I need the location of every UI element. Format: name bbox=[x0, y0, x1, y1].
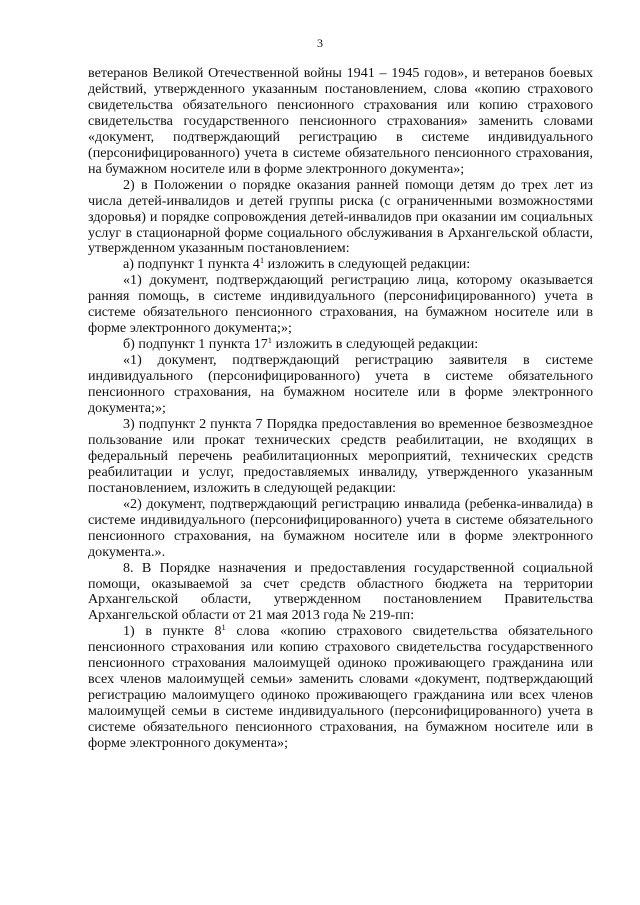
paragraph-5-text-end: изложить в следующей редакции: bbox=[272, 336, 479, 353]
paragraph-9: 8. В Порядке назначения и предоставления государственной социальной помощи, оказываемой за счет средств областного бюджета на территории Архангельской области, утвержденном постановлением Правительства Архангельской области от 21 мая 2013 года № 219-пп: bbox=[88, 559, 593, 624]
paragraph-10-text-end: слова «копию страхового свидетельства обязательного пенсионного страхования или копию страхового свидетельства государственного пенсионного страхования малоимущей одиноко проживающего гражданина или всех членов малоимущей семьи» заменить словами «документ, подтверждающий регистрацию малоимущего одиноко проживающего гражданина или всех членов малоимущей семьи в системе индивидуального (персонифицированного) учета в системе обязательного пенсионного страхования, на бумажном носителе или в форме электронного документа»; bbox=[88, 623, 593, 752]
paragraph-4: «1) документ, подтверждающий регистрацию лица, которому оказывается ранняя помощь, в системе индивидуального (персонифицированного) учета в системе обязательного пенсионного страхования, на бумажном носителе или в форме электронного документа;»; bbox=[88, 272, 593, 337]
paragraph-3-text: а) подпункт 1 пункта 4 bbox=[123, 256, 260, 273]
paragraph-5-text: б) подпункт 1 пункта 17 bbox=[123, 336, 268, 353]
paragraph-10-superscript: 1 bbox=[221, 622, 226, 633]
paragraph-10-text: 1) в пункте 8 bbox=[123, 623, 222, 640]
paragraph-3-superscript: 1 bbox=[259, 255, 265, 266]
paragraph-7: 3) подпункт 2 пункта 7 Порядка предоставления во временное безвозмездное пользование или прокат технических средств реабилитации, не входящих в федеральный перечень реабилитационных мероприятий, технических средств реабилитации и услуг, предоставляемых инвалиду, утвержденного указанным постановлением, изложить в следующей редакции: bbox=[88, 415, 593, 496]
paragraph-6: «1) документ, подтверждающий регистрацию заявителя в системе индивидуального (персонифицированного) учета в системе обязательного пенсионного страхования, на бумажном носителе или в форме электронного документа;»; bbox=[88, 352, 593, 417]
paragraph-10 bbox=[88, 624, 593, 752]
paragraph-3-text-end: изложить в следующей редакции: bbox=[264, 256, 471, 273]
page-number: 3 bbox=[317, 36, 323, 50]
paragraph-5-superscript: 1 bbox=[267, 335, 273, 346]
body-text bbox=[88, 66, 593, 752]
paragraph-5 bbox=[88, 337, 593, 353]
paragraph-1: ветеранов Великой Отечественной войны 1941 – 1945 годов», и ветеранов боевых действий, утвержденного указанным постановлением, слова «копию страхового свидетельства обязательного пенсионного страхования или копию страхового свидетельства государственного пенсионного страхования» заменить словами «документ, подтверждающий регистрацию в системе индивидуального (персонифицированного) учета в системе обязательного пенсионного страхования, на бумажном носителе или в форме электронного документа»; bbox=[88, 65, 593, 177]
paragraph-8: «2) документ, подтверждающий регистрацию инвалида (ребенка-инвалида) в системе индивидуального (персонифицированного) учета в системе обязательного пенсионного страхования, на бумажном носителе или в форме электронного документа.». bbox=[88, 495, 593, 560]
paragraph-3 bbox=[88, 257, 593, 273]
paragraph-2: 2) в Положении о порядке оказания ранней помощи детям до трех лет из числа детей-инвалидов и детей группы риска (с ограниченными возможностями здоровья) и порядке сопровождения детей-инвалидов при оказании им социальных услуг в стационарной форме социального обслуживания в Архангельской области, утвержденном указанным постановлением: bbox=[88, 176, 593, 257]
